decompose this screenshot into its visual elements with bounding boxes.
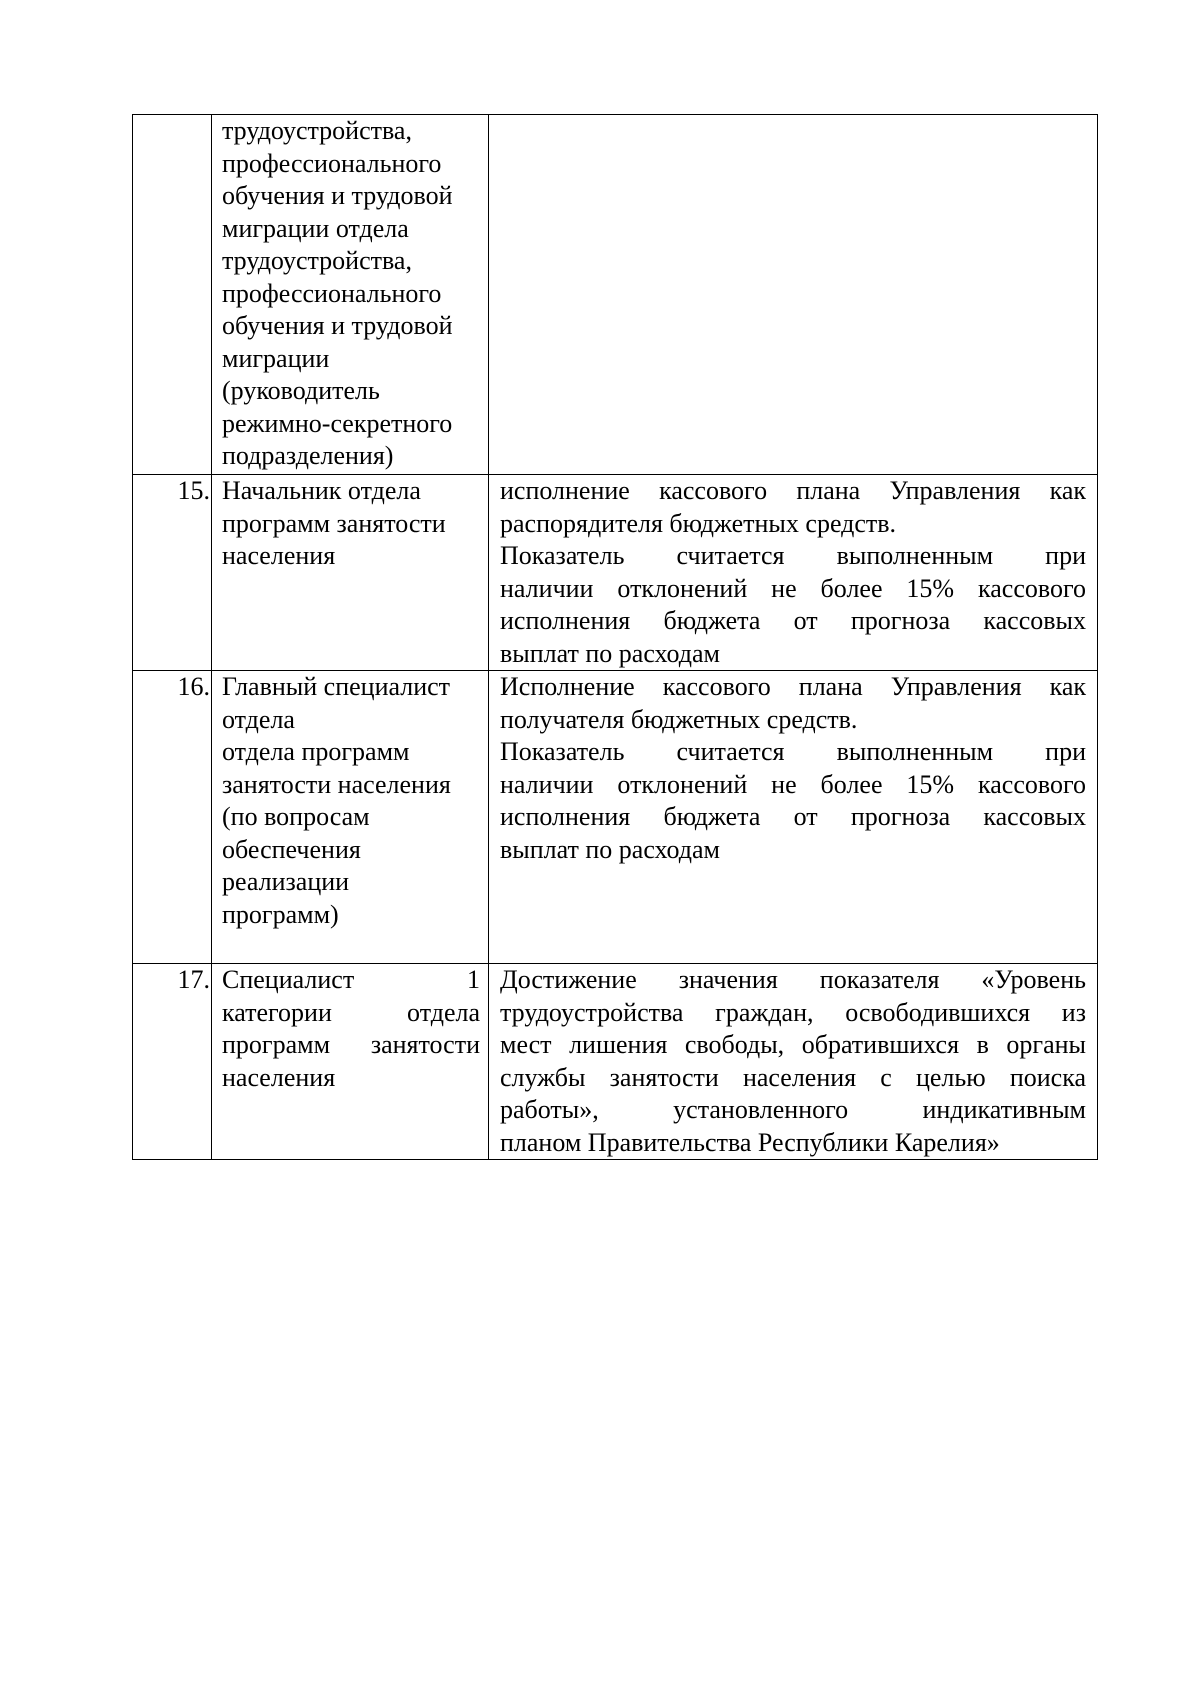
- table-row: [133, 475, 1098, 671]
- indicator-line: планом Правительства Республики Карелия»: [500, 1127, 1000, 1157]
- position-line: обучения и трудовой: [222, 311, 453, 340]
- position-line: (по вопросам: [222, 802, 370, 831]
- position-line: программ): [222, 899, 339, 929]
- indicator-line: получателя бюджетных средств.: [500, 704, 858, 734]
- position-line: миграции отдела: [222, 213, 409, 243]
- row-number-cell: [133, 671, 212, 964]
- indicator-line: исполнение кассового плана Управления как: [500, 476, 1086, 505]
- indicator-cell: [489, 671, 1098, 964]
- position-cell: [212, 671, 489, 964]
- position-line: программ занятости: [222, 1030, 480, 1059]
- position-line: режимно-секретного: [222, 408, 453, 438]
- position-line: отдела программ: [222, 737, 410, 766]
- position-line: обеспечения: [222, 834, 361, 864]
- indicator-line: распорядителя бюджетных средств.: [500, 508, 897, 538]
- position-line: (руководитель: [222, 376, 380, 405]
- indicator-cell: [489, 115, 1098, 475]
- indicator-line: Исполнение кассового плана Управления как: [500, 672, 1086, 701]
- indicator-line: службы занятости населения с целью поиска: [500, 1062, 1086, 1092]
- position-line: занятости населения: [222, 769, 451, 799]
- row-number: 15.: [177, 476, 210, 505]
- kpi-table: [132, 114, 1098, 1160]
- row-number: 17.: [177, 965, 210, 994]
- position-line: населения: [222, 1062, 336, 1092]
- row-number-cell: [133, 115, 212, 475]
- position-line: Специалист 1: [222, 965, 480, 994]
- position-line: реализации: [222, 867, 350, 896]
- position-line: трудоустройства,: [222, 246, 412, 275]
- indicator-line: наличии отклонений не более 15% кассового: [500, 573, 1086, 603]
- indicator-cell: [489, 964, 1098, 1160]
- indicator-line: наличии отклонений не более 15% кассового: [500, 769, 1086, 799]
- indicator-line: мест лишения свободы, обратившихся в органы: [500, 1030, 1086, 1059]
- indicator-line: Показатель считается выполненным при: [500, 737, 1086, 766]
- position-cell: [212, 115, 489, 475]
- indicator-line: исполнения бюджета от прогноза кассовых: [500, 802, 1086, 831]
- indicator-line: трудоустройства граждан, освободившихся из: [500, 997, 1086, 1027]
- indicator-cell: [489, 475, 1098, 671]
- position-line: отдела: [222, 704, 295, 734]
- indicator-line: Показатель считается выполненным при: [500, 541, 1086, 570]
- position-line: программ занятости: [222, 508, 446, 538]
- position-line: Главный специалист: [222, 672, 451, 701]
- position-cell: [212, 475, 489, 671]
- row-number-cell: [133, 475, 212, 671]
- position-line: миграции: [222, 343, 330, 373]
- position-line: категории отдела: [222, 997, 480, 1027]
- position-line: подразделения): [222, 441, 394, 470]
- position-line: трудоустройства,: [222, 116, 412, 145]
- row-number: 16.: [177, 672, 210, 701]
- position-line: Начальник отдела: [222, 476, 421, 505]
- indicator-line: выплат по расходам: [500, 638, 720, 668]
- position-line: профессионального: [222, 278, 442, 308]
- table-row: [133, 964, 1098, 1160]
- table-row: [133, 115, 1098, 475]
- table-row: [133, 671, 1098, 964]
- indicator-line: исполнения бюджета от прогноза кассовых: [500, 606, 1086, 635]
- position-line: населения: [222, 541, 336, 570]
- row-number-cell: [133, 964, 212, 1160]
- position-line: обучения и трудовой: [222, 181, 453, 210]
- position-cell: [212, 964, 489, 1160]
- indicator-line: работы», установленного индикативным: [500, 1095, 1086, 1124]
- indicator-line: Достижение значения показателя «Уровень: [500, 965, 1086, 994]
- indicator-line: выплат по расходам: [500, 834, 720, 864]
- position-line: профессионального: [222, 148, 442, 178]
